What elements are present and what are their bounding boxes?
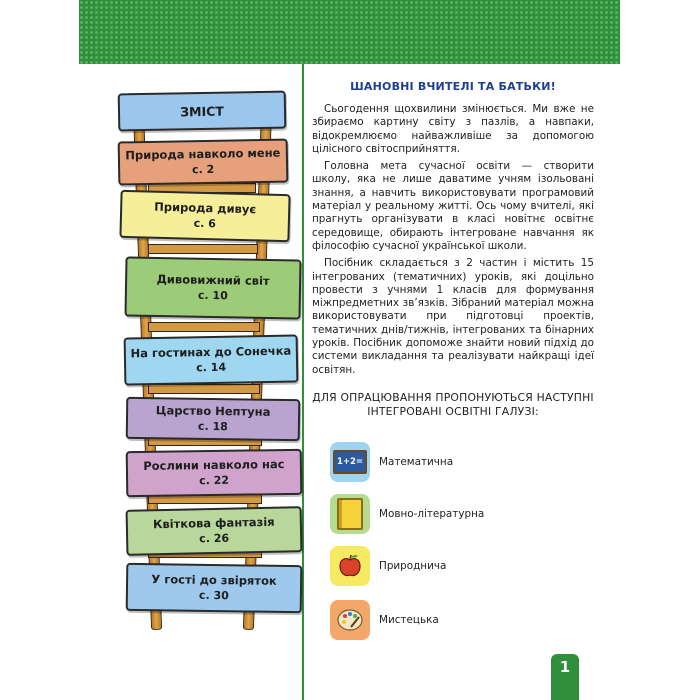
intro-paragraph: Головна мета сучасної освіти — створити школу, яка не лише даватиме учням ізольовані знання, а навчить використовувати програмовий матеріал у реальному житті. Ось чому вчителі, які прагнуть організувати в класі новітнє освітнє середовище, обирають інтегроване навчання як філософію сучасної української школи. <box>312 160 594 252</box>
toc-item-title: У гості до звіряток <box>151 572 277 588</box>
toc-item[interactable] <box>118 139 289 186</box>
ladder-rung <box>148 384 260 394</box>
area-label: Природнича <box>379 560 447 572</box>
toc-item[interactable] <box>126 506 303 556</box>
ladder-rung <box>148 244 258 254</box>
page-number: 1 <box>551 654 579 700</box>
toc-item-page: с. 6 <box>193 216 217 231</box>
area-label: Мистецька <box>379 614 439 626</box>
area-item <box>330 600 439 640</box>
column-divider <box>302 64 304 700</box>
intro-column <box>312 76 594 427</box>
toc-item-page: с. 22 <box>199 473 230 488</box>
toc-item-title: Царство Нептуна <box>155 403 271 419</box>
intro-heading: ШАНОВНІ ВЧИТЕЛІ ТА БАТЬКИ! <box>350 80 556 93</box>
area-item <box>330 494 484 534</box>
toc-item[interactable] <box>124 256 301 319</box>
palette-icon <box>330 600 370 640</box>
intro-paragraph: Сьогодення щохвилини змінюється. Ми вже не збираємо картину світу з пазлів, а навпаки, відокремлюємо найважливіше за допомогою цілісного світосприйняття. <box>312 103 594 155</box>
toc-item-title: На гостинах до Сонечка <box>130 343 292 361</box>
toc-item[interactable] <box>119 190 290 242</box>
toc-title-sign <box>118 91 287 132</box>
toc-item-page: с. 30 <box>198 588 229 603</box>
areas-heading: ДЛЯ ОПРАЦЮВАННЯ ПРОПОНУЮТЬСЯ НАСТУПНІ ІНТЕГРОВАНІ ОСВІТНІ ГАЛУЗІ: <box>312 390 594 418</box>
toc-item-page: с. 14 <box>196 360 227 375</box>
apple-icon <box>330 546 370 586</box>
toc-item-title: Рослини навколо нас <box>143 457 285 473</box>
toc-item-page: с. 18 <box>197 419 228 434</box>
toc-item[interactable] <box>126 563 303 613</box>
math-board-text: 1+2= <box>333 450 367 474</box>
toc-item-title: Природа дивує <box>154 199 257 217</box>
toc-item[interactable] <box>124 334 299 385</box>
intro-paragraph: Посібник складається з 2 частин і містить 15 інтегрованих (тематичних) уроків, які доцільно провести з учнями 1 класів для формування міжпредметних зв’язків. Зібраний матеріал можна використовувати при підготовці проектів, тематичних днів/тижнів, інтегрованих та бінарних уроків. Посібник допоможе знайти новий підхід до системи викладання та реалізувати найкращі ідеї освітян. <box>312 257 594 376</box>
toc-title: ЗМІСТ <box>180 103 224 119</box>
toc-item-title: Дивовижний світ <box>156 272 270 288</box>
book-icon <box>330 494 370 534</box>
area-item <box>330 546 446 586</box>
area-label: Мовно-літературна <box>379 508 485 520</box>
header-pattern <box>79 0 620 64</box>
area-item <box>330 442 453 482</box>
toc-item-title: Природа навколо мене <box>125 145 281 163</box>
toc-item-title: Квіткова фантазія <box>152 514 275 532</box>
toc-item-page: с. 26 <box>199 531 230 546</box>
toc-item[interactable] <box>126 397 301 441</box>
toc-item-page: с. 2 <box>191 162 215 177</box>
area-label: Математична <box>379 456 454 468</box>
ladder-rung <box>148 322 260 332</box>
toc-item-page: с. 10 <box>197 288 228 303</box>
math-board-icon <box>330 442 370 482</box>
toc-item[interactable] <box>126 449 303 497</box>
